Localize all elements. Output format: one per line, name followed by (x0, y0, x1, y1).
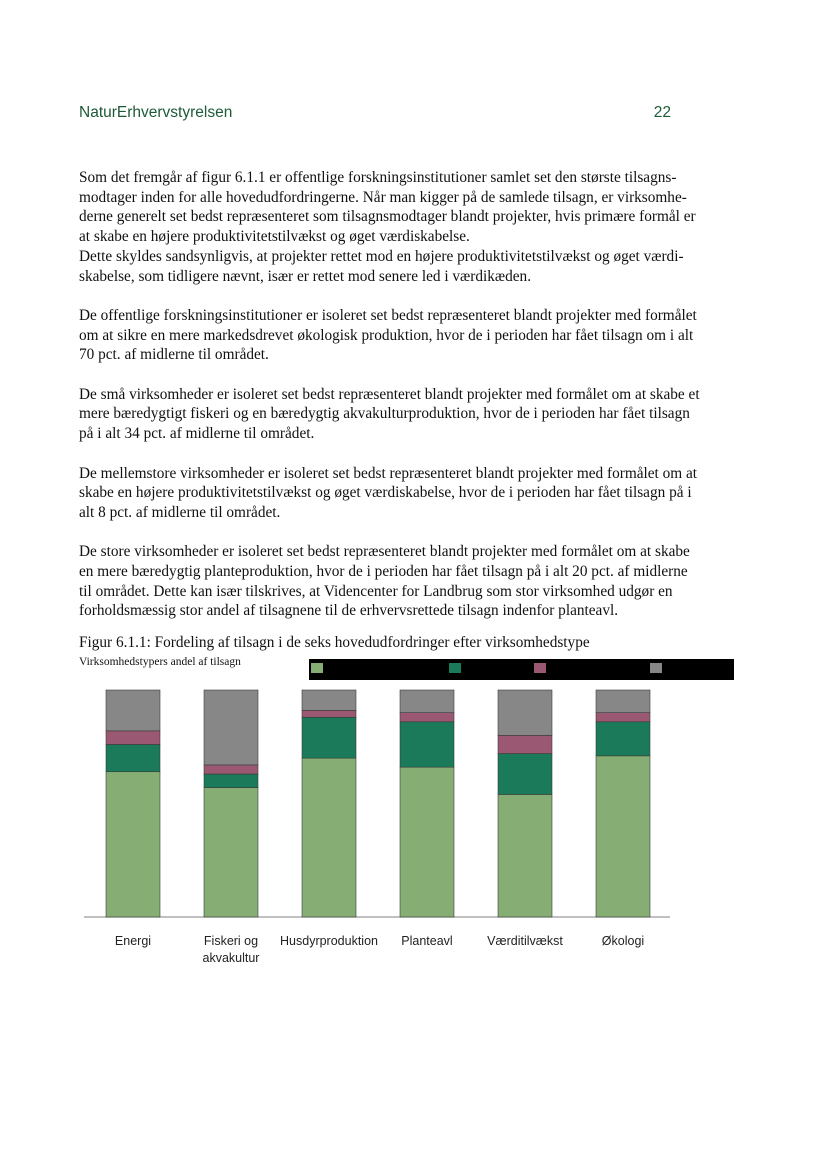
paragraph-line: at skabe en højere produktivitetstilvækst og øget værdiskabelse. (79, 228, 470, 246)
bar-segment (302, 690, 356, 710)
paragraph-line: forholdsmæssig stor andel af tilsagnene til de erhvervsrettede tilsagn indenfor planteavl. (79, 602, 619, 620)
bar-segment (302, 710, 356, 717)
bar-segment (596, 690, 650, 713)
bar-segment (106, 744, 160, 771)
bar-segment (106, 772, 160, 917)
x-tick-label: akvakultur (202, 951, 260, 965)
paragraph-line: De mellemstore virksomheder er isoleret set bedst repræsenteret blandt projekter med formålet om at (79, 464, 698, 482)
bar-segment (204, 690, 258, 765)
bar-segment (106, 690, 160, 731)
paragraph-line: Dette skyldes sandsynligvis, at projekter rettet mod en højere produktivitetstilvækst og øget værdi- (79, 247, 684, 265)
page-number: 22 (653, 104, 671, 121)
bar-segment (302, 717, 356, 758)
x-tick-label: Økologi (601, 934, 645, 948)
paragraph-line: om at sikre en mere markedsdrevet økologisk produktion, hvor de i perioden har fået tilsagn om i alt (79, 326, 694, 344)
x-tick-label: Værditilvækst (487, 934, 563, 948)
paragraph-line: De offentlige forskningsinstitutioner er isoleret set bedst repræsenteret blandt projekter med formålet (79, 306, 697, 324)
paragraph-line: en mere bæredygtig planteproduktion, hvor de i perioden har fået tilsagn på i alt 20 pct. af midlerne (79, 563, 688, 580)
x-tick-label: Planteavl (401, 934, 453, 948)
bar-segment (302, 758, 356, 917)
paragraph-line: alt 8 pct. af midlerne til området. (79, 503, 281, 521)
paragraph-line: 70 pct. af midlerne til området. (79, 346, 269, 364)
bar-segment (596, 756, 650, 917)
paragraph-line: skabe en højere produktivitetstilvækst og øget værdiskabelse, hvor de i perioden har fået tilsagn på i (79, 484, 692, 502)
bar-segment (400, 767, 454, 917)
chart-y-label: Virksomhedstypers andel af tilsagn (79, 656, 241, 668)
bar-segment (498, 754, 552, 795)
bar-segment (596, 722, 650, 756)
header-organization: NaturErhvervstyrelsen (79, 104, 233, 121)
paragraph-line: på i alt 34 pct. af midlerne til området. (79, 425, 315, 443)
bar-segment (400, 713, 454, 722)
bar-segment (400, 722, 454, 767)
paragraph-line: Som det fremgår af figur 6.1.1 er offentlige forskningsinstitutioner samlet set den største tilsagns- (79, 169, 677, 186)
bar-segment (498, 690, 552, 735)
bar-segment (498, 794, 552, 917)
bar-segment (498, 735, 552, 753)
x-tick-label: Fiskeri og (203, 934, 259, 948)
bar-segment (204, 774, 258, 788)
bar-segment (204, 765, 258, 774)
bar-segment (106, 731, 160, 745)
paragraph-line: De store virksomheder er isoleret set bedst repræsenteret blandt projekter med formålet om at skabe (79, 543, 690, 561)
bar-segment (400, 690, 454, 713)
paragraph-line: skabelse, som tidligere nævnt, især er rettet mod senere led i værdikæden. (79, 267, 532, 285)
bar-segment (596, 713, 650, 722)
paragraph-line: modtager inden for alle hovedudfordringerne. Når man kigger på de samlede tilsagn, er virksomhe- (79, 188, 687, 206)
paragraph-line: mere bæredygtigt fiskeri og en bæredygtig akvakulturproduktion, hvor de i perioden har fået tilsagn (79, 405, 690, 423)
figure-caption: Figur 6.1.1: Fordeling af tilsagn i de seks hovedudfordringer efter virksomhedstype (79, 634, 590, 651)
paragraph-line: De små virksomheder er isoleret set bedst repræsenteret blandt projekter med formålet om at skabe et (79, 385, 700, 403)
bar-segment (204, 788, 258, 917)
x-tick-label: Energi (114, 934, 152, 948)
paragraph-line: til området. Dette kan især tilskrives, at Videncenter for Landbrug som stor virksomhed udgør en (79, 582, 673, 600)
paragraph-line: derne generelt set bedst repræsenteret som tilsagnsmodtager blandt projekter, hvis primære formål er (79, 208, 696, 226)
x-tick-label: Husdyrproduktion (280, 934, 378, 948)
